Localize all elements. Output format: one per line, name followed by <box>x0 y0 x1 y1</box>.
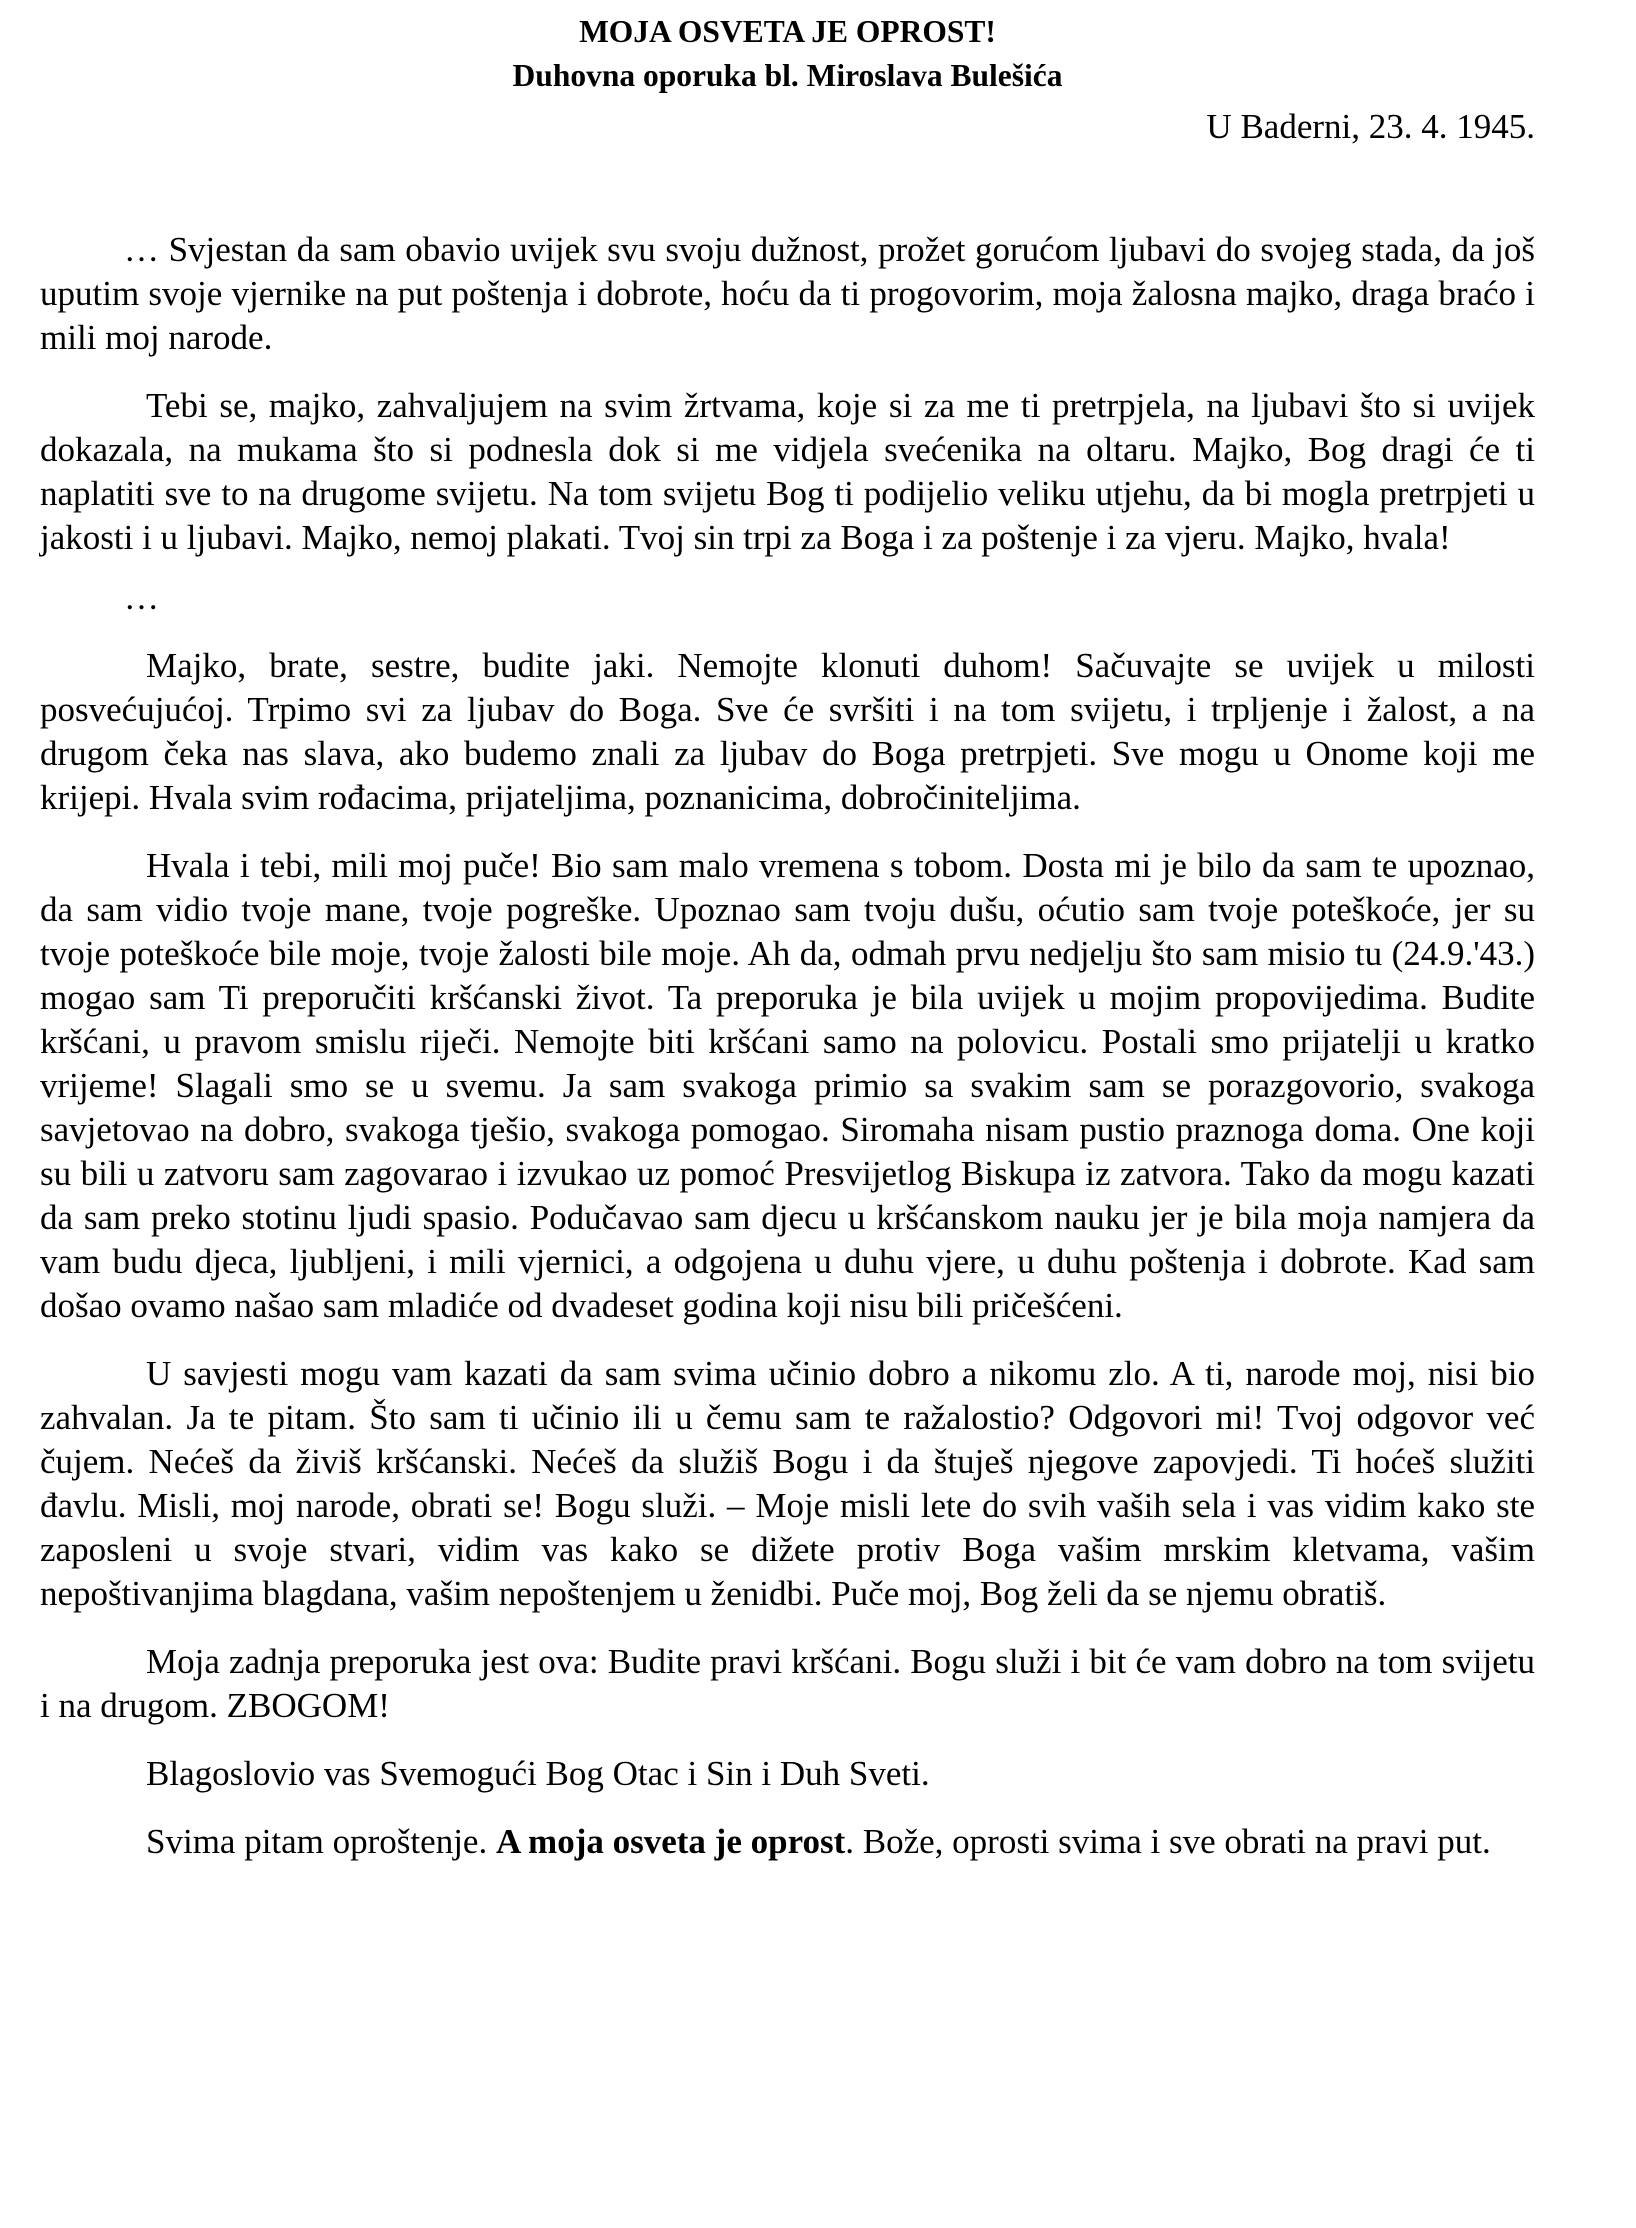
document-title: MOJA OSVETA JE OPROST! <box>579 14 996 49</box>
paragraph-5: U savjesti mogu vam kazati da sam svima učinio dobro a nikomu zlo. A ti, narode moj, nisi bio zahvalan. Ja te pitam. Što sam ti učinio ili u čemu sam te ražalostio? Odgovori mi! Tvoj odgovor već čujem. Nećeš da živiš kršćanski. Nećeš da služiš Bogu i da štuješ njegove zapovjedi. Ti hoćeš služiti đavlu. Misli, moj narode, obrati se! Bogu služi. – Moje misli lete do svih vaših sela i vas vidim kako ste zaposleni u svoje stvari, vidim vas kako se dižete protiv Boga vašim mrskim kletvama, vašim nepoštivanjima blagdana, vašim nepoštenjem u ženidbi. Puče moj, Bog želi da se njemu obratiš. <box>40 1354 1535 1613</box>
paragraph-final <box>40 1820 1535 1864</box>
document-subtitle: Duhovna oporuka bl. Miroslava Bulešića <box>512 58 1063 93</box>
ellipsis-line: … <box>124 578 159 617</box>
final-bold-text: A moja osveta je oprost <box>495 1822 846 1861</box>
paragraph-2: Tebi se, majko, zahvaljujem na svim žrtvama, koje si za me ti pretrpjela, na ljubavi što si uvijek dokazala, na mukama što si podnesla dok si me vidjela svećenika na oltaru. Majko, Bog dragi će ti naplatiti sve to na drugome svijetu. Na tom svijetu Bog ti podijelio veliku utjehu, da bi mogla pretrpjeti u jakosti i u ljubavi. Majko, nemoj plakati. Tvoj sin trpi za Boga i za poštenje i za vjeru. Majko, hvala! <box>40 386 1535 557</box>
final-text-start: Svima pitam oproštenje. <box>146 1822 496 1861</box>
paragraph-6: Moja zadnja preporuka jest ova: Budite pravi kršćani. Bogu služi i bit će vam dobro na tom svijetu i na drugom. ZBOGOM! <box>40 1642 1535 1725</box>
paragraph-7: Blagoslovio vas Svemogući Bog Otac i Sin i Duh Sveti. <box>146 1754 930 1793</box>
paragraph-4: Hvala i tebi, mili moj puče! Bio sam malo vremena s tobom. Dosta mi je bilo da sam te upoznao, da sam vidio tvoje mane, tvoje pogreške. Upoznao sam tvoju dušu, oćutio sam tvoje poteškoće, jer su tvoje poteškoće bile moje, tvoje žalosti bile moje. Ah da, odmah prvu nedjelju što sam misio tu (24.9.'43.) mogao sam Ti preporučiti kršćanski život. Ta preporuka je bila uvijek u mojim propovijedima. Budite kršćani, u pravom smislu riječi. Nemojte biti kršćani samo na polovicu. Postali smo prijatelji u kratko vrijeme! Slagali smo se u svemu. Ja sam svakoga primio sa svakim sam se porazgovorio, svakoga savjetovao na dobro, svakoga tješio, svakoga pomogao. Siromaha nisam pustio praznoga doma. One koji su bili u zatvoru sam zagovarao i izvukao uz pomoć Presvijetlog Biskupa iz zatvora. Tako da mogu kazati da sam preko stotinu ljudi spasio. Podučavao sam djecu u kršćanskom nauku jer je bila moja namjera da vam budu djeca, ljubljeni, i mili vjernici, a odgojena u duhu vjere, u duhu poštenja i dobrote. Kad sam došao ovamo našao sam mladiće od dvadeset godina koji nisu bili pričešćeni. <box>40 846 1535 1325</box>
final-text-end: . Bože, oprosti svima i sve obrati na pravi put. <box>845 1822 1491 1861</box>
paragraph-1: … Svjestan da sam obavio uvijek svu svoju dužnost, prožet gorućom ljubavi do svojeg stada, da još uputim svoje vjernike na put poštenja i dobrote, hoću da ti progovorim, moja žalosna majko, draga braćo i mili moj narode. <box>40 230 1535 357</box>
document-body <box>40 228 1535 1864</box>
paragraph-3: Majko, brate, sestre, budite jaki. Nemojte klonuti duhom! Sačuvajte se uvijek u milosti posvećujućoj. Trpimo svi za ljubav do Boga. Sve će svršiti i na tom svijetu, i trpljenje i žalost, a na drugom čeka nas slava, ako budemo znali za ljubav do Boga pretrpjeti. Sve mogu u Onome koji me krijepi. Hvala svim rođacima, prijateljima, poznanicima, dobročiniteljima. <box>40 646 1535 817</box>
document-page <box>40 0 1535 1888</box>
place-date: U Baderni, 23. 4. 1945. <box>1206 107 1535 146</box>
